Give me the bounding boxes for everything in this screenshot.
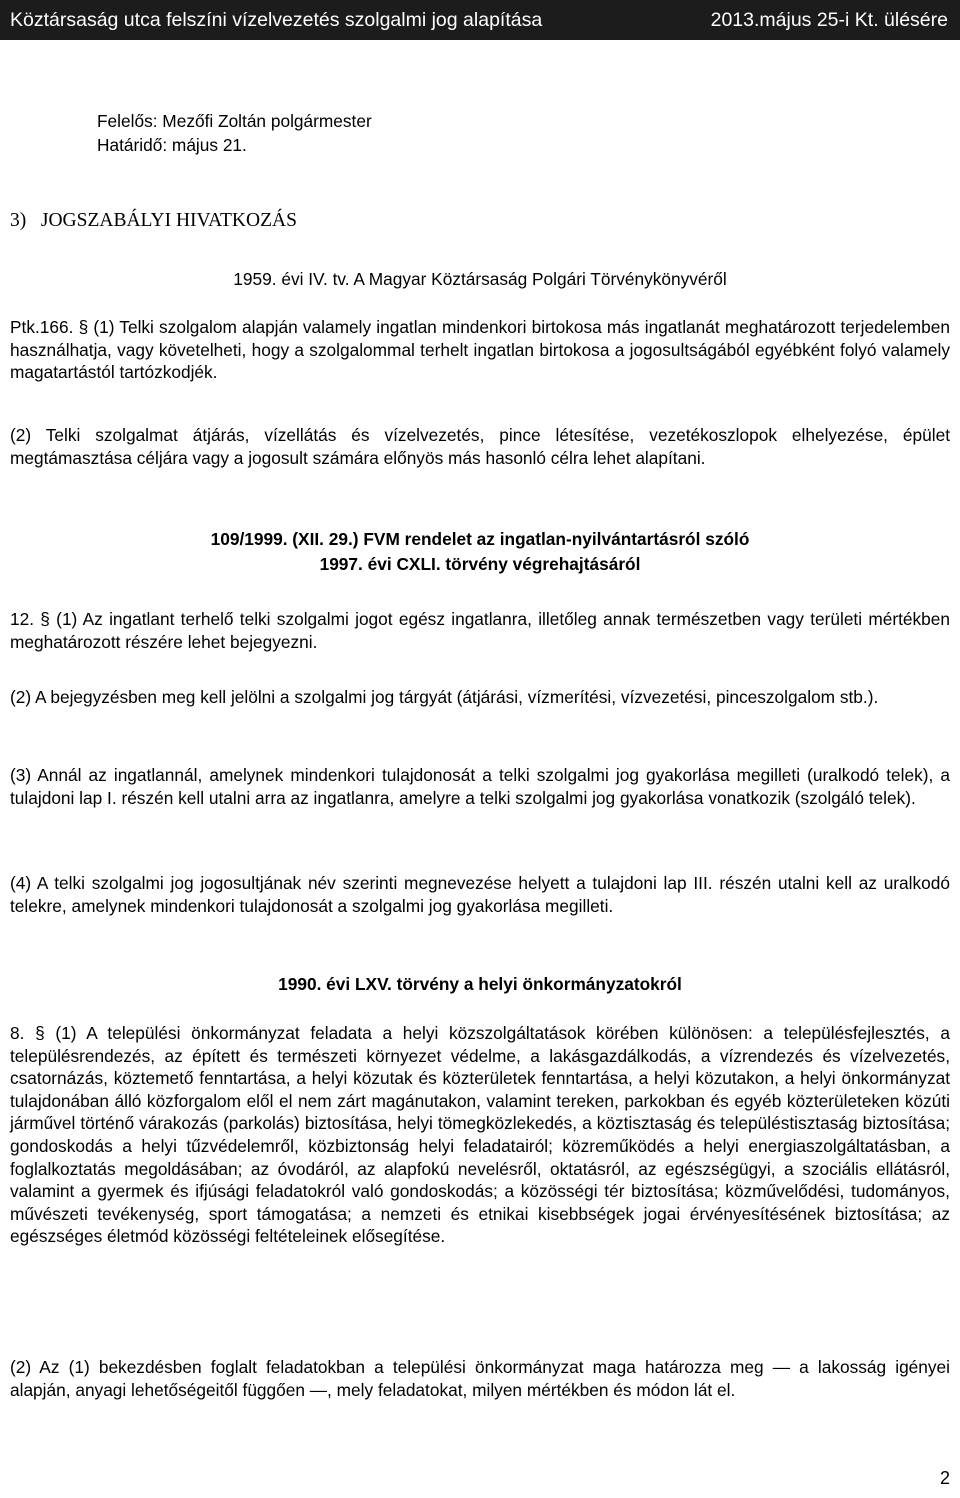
page-number: 2: [939, 1468, 950, 1488]
law-title-fvm-line1: 109/1999. (XII. 29.) FVM rendelet az ingatlan-nyilvántartásról szóló: [210, 529, 750, 549]
header-title: Köztársaság utca felszíni vízelvezetés szolgalmi jog alapítása: [10, 9, 543, 31]
paragraph-fvm-12-4: (4) A telki szolgalmi jog jogosultjának név szerinti megnevezése helyett a tulajdoni lap III. részén utalni kell az uralkodó telekre, amelynek mindenkori tulajdonosát a szolgalmi jog gyakorlása megilleti.: [10, 873, 950, 916]
paragraph-fvm-12-2: (2) A bejegyzésben meg kell jelölni a szolgalmi jog tárgyát (átjárási, vízmerítési, vízvezetési, pinceszolgalom stb.).: [10, 687, 879, 707]
header-date: 2013.május 25-i Kt. ülésére: [710, 9, 948, 31]
law-title-ptk: 1959. évi IV. tv. A Magyar Köztársaság Polgári Törvénykönyvéről: [233, 269, 727, 289]
paragraph-fvm-12-1: 12. § (1) Az ingatlant terhelő telki szolgalmi jogot egész ingatlanra, illetőleg annak természetben vagy területi mértékben meghatározott részére lehet bejegyezni.: [10, 609, 950, 652]
paragraph-ptk-166-1: Ptk.166. § (1) Telki szolgalom alapján valamely ingatlan mindenkori birtokosa más ingatlanát meghatározott terjedelemben használhatja, vagy követelheti, hogy a szolgalommal terhelt ingatlan birtokosa a jogosultságából egyébként folyó valamely magatartástól tartózkodjék.: [10, 317, 950, 383]
paragraph-otv-8-2: (2) Az (1) bekezdésben foglalt feladatokban a települési önkormányzat maga határozza meg — a lakosság igényei alapján, anyagi lehetőségeitől függően —, mely feladatokat, milyen mértékben és módon lát el.: [10, 1357, 950, 1400]
law-title-otv: 1990. évi LXV. törvény a helyi önkormányzatokról: [278, 974, 682, 994]
paragraph-otv-8-1: 8. § (1) A települési önkormányzat feladata a helyi közszolgáltatások körében különösen: a településfejlesztés, a településrendezés, az épített és természeti környezet védelme, a lakásgazdálkodás, a vízrendezés és vízelvezetés, csatornázás, köztemető fenntartása, a helyi közutak és közterületek fenntartása, a helyi közutakon, a helyi önkormányzat tulajdonában álló közforgalom elől el nem zárt magánutakon, valamint tereken, parkokban és egyéb közterületeken közúti járművel történő várakozás (parkolás) biztosítása, helyi tömegközlekedés, a köztisztaság és településtisztaság biztosítása; gondoskodás a helyi tűzvédelemről, közbiztonság helyi feladatairól; közreműködés a helyi energiaszolgáltatásban, a foglalkoztatás megoldásában; az óvodáról, az alapfokú nevelésről, oktatásról, az egészségügyi, a szociális ellátásról, valamint a gyermek és ifjúsági feladatokról való gondoskodás; a közösségi tér biztosítása; közművelődési, tudományos, művészeti tevékenység, sport támogatása; a nemzeti és etnikai kisebbségek jogai érvényesítésének biztosítása; az egészséges életmód közösségi feltételeinek elősegítése.: [10, 1023, 950, 1247]
paragraph-fvm-12-3: (3) Annál az ingatlannál, amelynek mindenkori tulajdonosát a telki szolgalmi jog gyakorlása megilleti (uralkodó telek), a tulajdoni lap I. részén kell utalni arra az ingatlanra, amelyre a telki szolgalmi jog gyakorlása vonatkozik (szolgáló telek).: [10, 765, 950, 808]
responsible-line: Felelős: Mezőfi Zoltán polgármester: [97, 111, 372, 131]
deadline-line: Határidő: május 21.: [97, 135, 247, 155]
paragraph-ptk-166-2: (2) Telki szolgalmat átjárás, vízellátás és vízelvezetés, pince létesítése, vezetékoszlopok elhelyezése, épület megtámasztása céljára vagy a jogosult számára előnyös más hasonló célra lehet alapítani.: [10, 425, 950, 468]
section-heading: 3) JOGSZABÁLYI HIVATKOZÁS: [10, 210, 297, 231]
running-header: [0, 0, 960, 40]
law-title-fvm-line2: 1997. évi CXLI. törvény végrehajtásáról: [319, 554, 641, 574]
